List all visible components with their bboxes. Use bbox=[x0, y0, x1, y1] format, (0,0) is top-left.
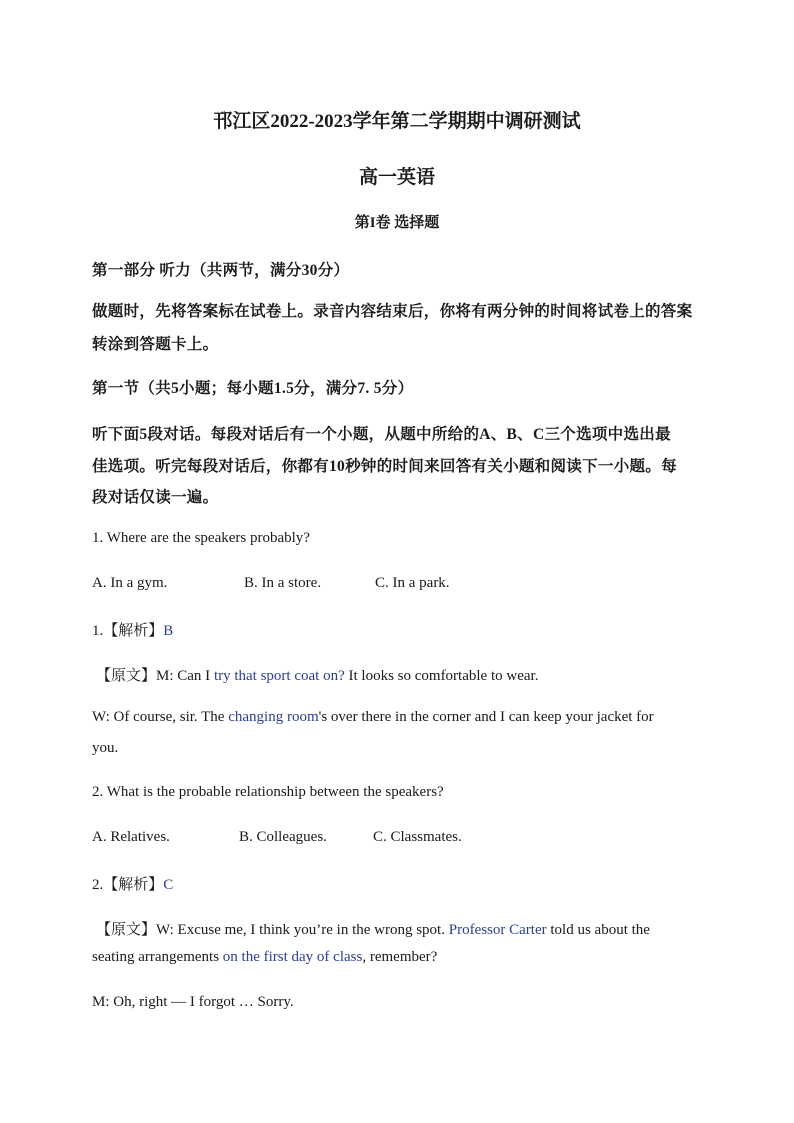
question-1-option-c: C. In a park. bbox=[375, 575, 450, 591]
transcript-label: 【原文】 bbox=[96, 668, 157, 684]
question-1-transcript-line2 bbox=[92, 709, 654, 726]
section-title: 第I卷 选择题 bbox=[354, 215, 440, 231]
question-1-option-b: B. In a store. bbox=[244, 575, 322, 591]
question-2-analysis bbox=[92, 873, 173, 894]
answer-value: B bbox=[163, 623, 174, 639]
analysis-label: 1.【解析】 bbox=[92, 623, 164, 639]
section1-instruction-line1: 听下面5段对话。每段对话后有一个小题，从题中所给的A、B、C三个选项中选出最 bbox=[92, 426, 671, 443]
exam-title: 邗江区2022-2023学年第二学期期中调研测试 bbox=[213, 111, 581, 132]
question-2-option-b: B. Colleagues. bbox=[239, 829, 327, 845]
transcript-text: told us about the bbox=[546, 922, 650, 938]
section1-heading: 第一节（共5小题；每小题1.5分，满分7. 5分） bbox=[92, 380, 414, 397]
exam-subject: 高一英语 bbox=[358, 167, 435, 188]
question-1-transcript-line3: you. bbox=[92, 740, 119, 756]
question-2-option-c: C. Classmates. bbox=[373, 829, 462, 845]
question-2-option-a: A. Relatives. bbox=[92, 829, 170, 845]
transcript-label: 【原文】 bbox=[96, 922, 157, 938]
transcript-highlight: on the first day of class bbox=[222, 949, 363, 965]
part1-heading: 第一部分 听力（共两节，满分30分） bbox=[92, 262, 350, 279]
section1-instruction-line2: 佳选项。听完每段对话后，你都有10秒钟的时间来回答有关小题和阅读下一小题。每 bbox=[92, 458, 677, 475]
transcript-text: W: Of course, sir. The bbox=[92, 709, 229, 725]
transcript-text: 's over there in the corner and I can keep your jacket for bbox=[318, 709, 654, 725]
transcript-text: , remember? bbox=[362, 949, 438, 965]
question-2-transcript-line2 bbox=[92, 949, 437, 966]
transcript-text: M: Can I bbox=[156, 668, 214, 684]
transcript-highlight: changing room bbox=[228, 709, 319, 725]
transcript-text: It looks so comfortable to wear. bbox=[344, 668, 539, 684]
transcript-text: seating arrangements bbox=[92, 949, 223, 965]
transcript-highlight: try that sport coat on? bbox=[213, 668, 345, 684]
section1-instruction-line3: 段对话仅读一遍。 bbox=[92, 489, 219, 506]
question-1-transcript-line1 bbox=[96, 664, 538, 685]
part1-instruction-line2: 转涂到答题卡上。 bbox=[92, 336, 219, 353]
question-1-option-a: A. In a gym. bbox=[92, 575, 168, 591]
part1-instruction-line1: 做题时，先将答案标在试卷上。录音内容结束后，你将有两分钟的时间将试卷上的答案 bbox=[92, 303, 693, 320]
transcript-highlight: Professor Carter bbox=[448, 922, 547, 938]
question-2-transcript-line1 bbox=[96, 918, 650, 939]
question-2-stem: 2. What is the probable relationship between the speakers? bbox=[92, 784, 444, 800]
question-1-stem: 1. Where are the speakers probably? bbox=[92, 530, 310, 546]
question-1-analysis bbox=[92, 619, 173, 640]
answer-value: C bbox=[163, 877, 174, 893]
transcript-text: W: Excuse me, I think you’re in the wrong spot. bbox=[156, 922, 449, 938]
question-2-transcript-line3: M: Oh, right — I forgot … Sorry. bbox=[92, 994, 294, 1010]
analysis-label: 2.【解析】 bbox=[92, 877, 164, 893]
